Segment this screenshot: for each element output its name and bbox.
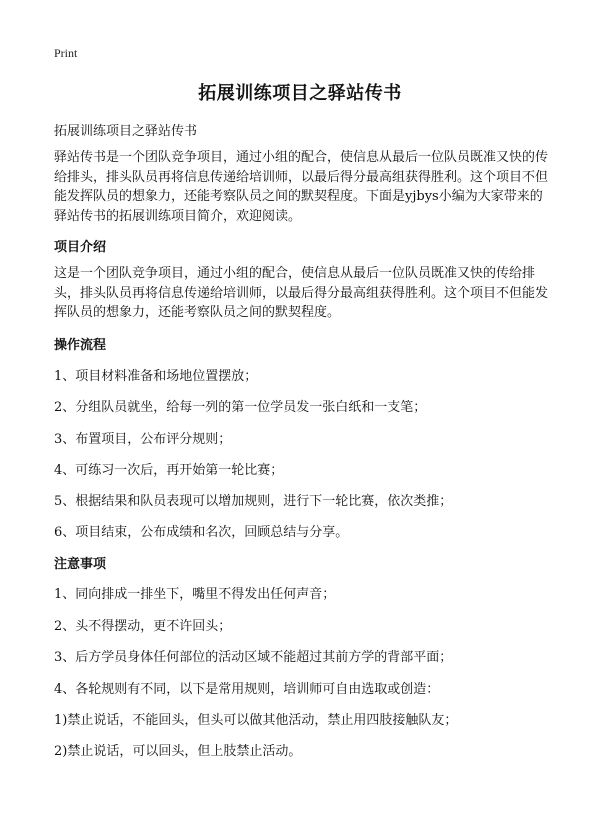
document-subtitle: 拓展训练项目之驿站传书	[54, 124, 198, 139]
section-heading-intro: 项目介绍	[54, 240, 107, 255]
section-heading-notes: 注意事项	[54, 557, 107, 572]
notes-item: 1)禁止说话，不能回头，但头可以做其他活动，禁止用四肢接触队友；	[54, 713, 458, 728]
section-heading-process: 操作流程	[54, 338, 107, 353]
intro-paragraph: 驿站传书是一个团队竞争项目，通过小组的配合，使信息从最后一位队员既准又快的传给排头，排头队员再将信息传递给培训师，以最后得分最高组获得胜利。这个项目不但能发挥队员的想象力，还能考察队员之间的默契程度。下面是yjbys小编为大家带来的驿站传书的拓展训练项目简介，欢迎阅读。	[54, 150, 549, 224]
document-title: 拓展训练项目之驿站传书	[198, 83, 402, 104]
process-item: 4、可练习一次后，再开始第一轮比赛；	[54, 463, 284, 478]
notes-item: 2、头不得摆动，更不许回头；	[54, 619, 232, 634]
notes-item: 3、后方学员身体任何部位的活动区域不能超过其前方学的背部平面；	[54, 650, 453, 665]
process-item: 2、分组队员就坐，给每一列的第一位学员发一张白纸和一支笔；	[54, 400, 427, 415]
process-item: 1、项目材料准备和场地位置摆放；	[54, 369, 258, 384]
process-item: 5、根据结果和队员表现可以增加规则，进行下一轮比赛，依次类推；	[54, 494, 453, 509]
process-item: 6、项目结束，公布成绩和名次，回顾总结与分享。	[54, 525, 349, 540]
intro-section-paragraph: 这是一个团队竞争项目，通过小组的配合，使信息从最后一位队员既准又快的传给排头，排头队员再将信息传递给培训师，以最后得分最高组获得胜利。这个项目不但能发挥队员的想象力，还能考察队员之间的默契程度。	[54, 266, 549, 320]
process-item: 3、布置项目，公布评分规则；	[54, 432, 232, 447]
notes-item: 1、同向排成一排坐下，嘴里不得发出任何声音；	[54, 587, 336, 602]
notes-item: 4、各轮规则有不同，以下是常用规则，培训师可自由选取或创造：	[54, 682, 440, 697]
notes-item: 2)禁止说话，可以回头，但上肢禁止活动。	[54, 744, 302, 759]
print-label: Print	[54, 46, 78, 60]
